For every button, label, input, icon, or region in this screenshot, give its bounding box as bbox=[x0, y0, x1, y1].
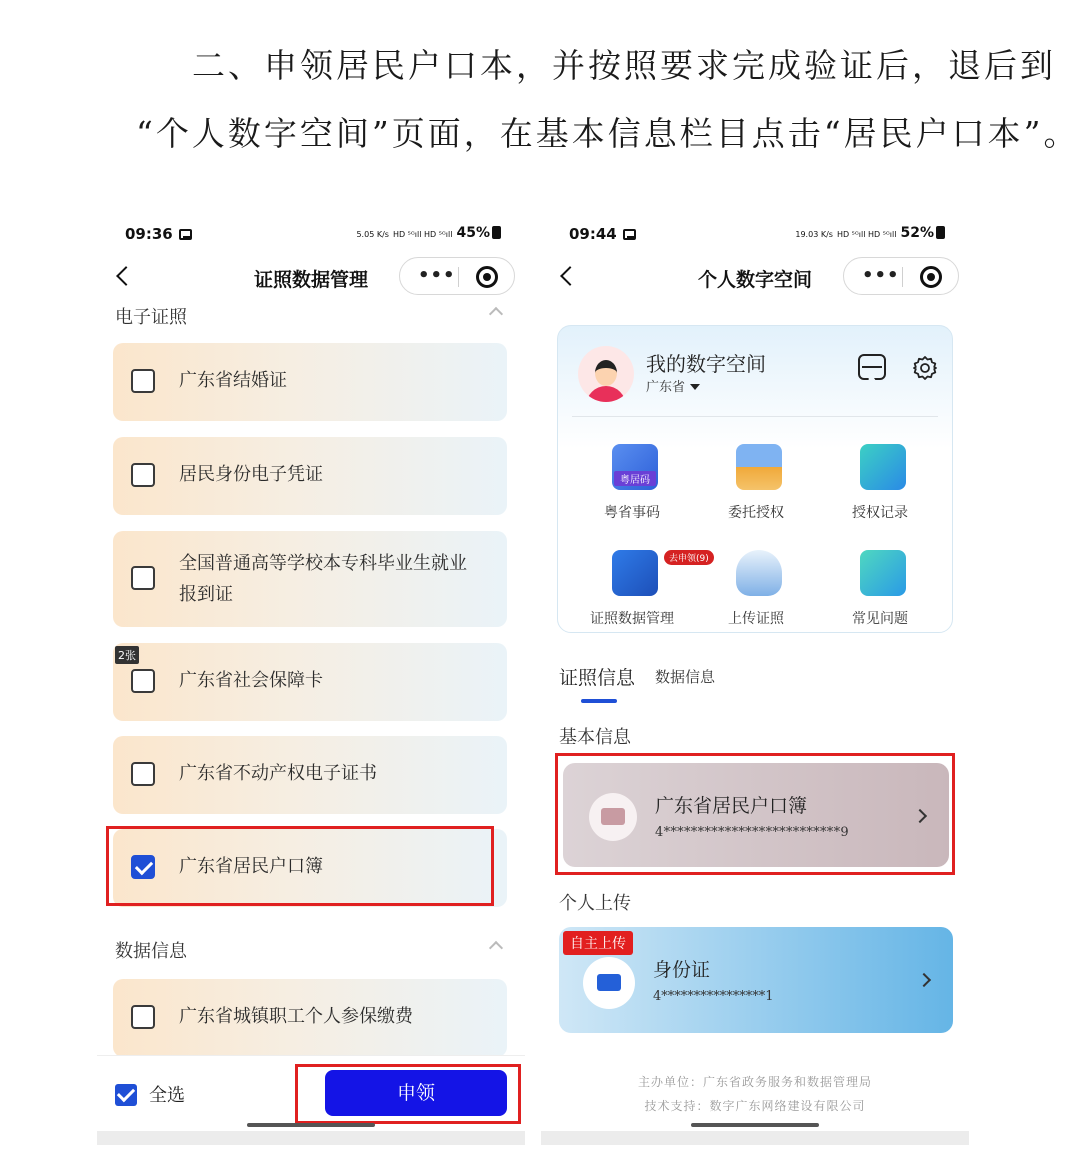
footer-support: 技术支持：数字广东网络建设有限公司 bbox=[644, 1099, 866, 1113]
checkbox[interactable] bbox=[131, 669, 155, 693]
cert-item-label: 广东省居民户口簿 bbox=[179, 856, 323, 877]
battery-level: 52% bbox=[900, 225, 934, 241]
cert-item-label: 居民身份电子凭证 bbox=[179, 464, 323, 485]
id-card-title: 身份证 bbox=[653, 959, 711, 981]
region-label: 广东省 bbox=[646, 380, 686, 395]
checkbox[interactable] bbox=[131, 463, 155, 487]
id-card-icon bbox=[583, 957, 635, 1009]
close-target-icon[interactable] bbox=[920, 266, 942, 288]
grid-item-label: 证照数据管理 bbox=[590, 611, 674, 627]
avatar-face bbox=[595, 360, 617, 386]
personal-upload-title: 个人上传 bbox=[559, 893, 631, 914]
scan-icon[interactable] bbox=[858, 354, 886, 380]
left-phone-screenshot bbox=[97, 215, 525, 1145]
bottom-action-bar bbox=[97, 1055, 525, 1145]
mini-program-capsule bbox=[843, 257, 959, 295]
home-indicator[interactable] bbox=[691, 1123, 819, 1127]
id-card-number: 4****************1 bbox=[653, 989, 774, 1004]
status-bar bbox=[125, 225, 501, 247]
self-upload-badge: 自主上传 bbox=[563, 931, 633, 955]
apply-button[interactable]: 申领 bbox=[325, 1070, 507, 1116]
region-selector[interactable] bbox=[646, 376, 700, 395]
battery-icon bbox=[936, 226, 945, 239]
bottom-strip bbox=[97, 1131, 525, 1145]
home-indicator[interactable] bbox=[247, 1123, 375, 1127]
avatar-body bbox=[586, 386, 626, 402]
chevron-up-icon[interactable] bbox=[489, 307, 503, 321]
cert-item-label: 广东省不动产权电子证书 bbox=[179, 763, 377, 784]
status-time: 09:44 bbox=[569, 225, 617, 243]
id-card-item[interactable] bbox=[559, 927, 953, 1033]
nav-bar bbox=[97, 257, 525, 297]
section-title-certs: 电子证照 bbox=[115, 307, 187, 328]
cert-item-property[interactable] bbox=[113, 736, 507, 814]
section-title-data: 数据信息 bbox=[115, 941, 187, 962]
cert-item-id-voucher[interactable] bbox=[113, 437, 507, 515]
battery-icon bbox=[492, 226, 501, 239]
cert-item-label: 全国普通高等学校本专科毕业生就业报到证 bbox=[179, 553, 467, 605]
delegate-icon bbox=[736, 444, 782, 490]
grid-item-label: 上传证照 bbox=[728, 611, 784, 627]
status-bar bbox=[569, 225, 945, 247]
tab-data-info[interactable]: 数据信息 bbox=[655, 668, 716, 686]
section-header-certs[interactable] bbox=[115, 303, 507, 329]
highlight-box-household-card bbox=[555, 753, 955, 875]
close-target-icon[interactable] bbox=[476, 266, 498, 288]
count-badge: 2张 bbox=[115, 646, 139, 664]
system-indicators bbox=[795, 225, 945, 241]
nav-bar bbox=[541, 257, 969, 297]
basic-info-title: 基本信息 bbox=[559, 727, 631, 748]
capsule-divider bbox=[902, 267, 903, 287]
page-title: 证照数据管理 bbox=[253, 269, 368, 291]
checkbox[interactable] bbox=[131, 369, 155, 393]
grid-item-label: 常见问题 bbox=[852, 611, 908, 627]
yue-code-icon-text: 粤居码 bbox=[614, 471, 656, 486]
tab-cert-info[interactable]: 证照信息 bbox=[559, 667, 636, 689]
gear-icon[interactable] bbox=[912, 355, 938, 381]
footer-sponsor: 主办单位：广东省政务服务和数据管理局 bbox=[637, 1075, 872, 1089]
battery-level: 45% bbox=[456, 225, 490, 241]
avatar[interactable] bbox=[578, 346, 634, 402]
chevron-right-icon bbox=[917, 973, 931, 987]
checkbox[interactable] bbox=[131, 762, 155, 786]
space-title: 我的数字空间 bbox=[646, 352, 766, 376]
notification-icon bbox=[179, 229, 192, 240]
digital-space-card bbox=[557, 325, 953, 633]
yue-code-icon bbox=[612, 444, 658, 490]
system-indicators bbox=[356, 225, 501, 241]
grid-item-label: 粤省事码 bbox=[604, 505, 660, 521]
capsule-divider bbox=[458, 267, 459, 287]
select-all-checkbox[interactable] bbox=[115, 1084, 137, 1106]
cert-item-label: 广东省社会保障卡 bbox=[179, 670, 323, 691]
card-divider bbox=[572, 416, 938, 417]
faq-icon bbox=[860, 550, 906, 596]
network-speed: 5.05 K/s bbox=[356, 230, 389, 239]
notification-icon bbox=[623, 229, 636, 240]
checkbox[interactable] bbox=[131, 566, 155, 590]
highlight-box-apply bbox=[295, 1064, 521, 1124]
pending-badge: 去申领(9) bbox=[664, 550, 714, 565]
cert-item-label: 广东省结婚证 bbox=[179, 370, 287, 391]
instruction-line-1: 二、申领居民户口本，并按照要求完成验证后，退后到 bbox=[192, 46, 1056, 85]
highlight-box-household bbox=[106, 826, 494, 906]
section-header-data[interactable] bbox=[115, 937, 507, 963]
signal-icons: HD ⁵ᴳıll HD ⁵ᴳıll bbox=[836, 230, 897, 239]
auth-record-icon bbox=[860, 444, 906, 490]
active-tab-indicator bbox=[581, 699, 617, 703]
right-phone-screenshot bbox=[541, 215, 969, 1145]
caret-down-icon bbox=[690, 384, 700, 390]
data-item-label: 广东省城镇职工个人参保缴费 bbox=[179, 1006, 413, 1027]
network-speed: 19.03 K/s bbox=[795, 230, 833, 239]
checkbox[interactable] bbox=[131, 1005, 155, 1029]
select-all-label[interactable]: 全选 bbox=[149, 1085, 185, 1106]
upload-cloud-icon bbox=[736, 550, 782, 596]
more-button[interactable]: ••• bbox=[862, 265, 900, 286]
signal-icons: HD ⁵ᴳıll HD ⁵ᴳıll bbox=[392, 230, 453, 239]
instruction-line-2: “个人数字空间”页面，在基本信息栏目点击“居民户口本”。 bbox=[136, 114, 1080, 153]
cert-item-graduate-report[interactable] bbox=[113, 531, 507, 627]
cert-item-social-security[interactable] bbox=[113, 643, 507, 721]
household-card-title: 广东省居民户口簿 bbox=[655, 795, 808, 817]
cert-item-marriage[interactable] bbox=[113, 343, 507, 421]
mini-program-capsule bbox=[399, 257, 515, 295]
page-title: 个人数字空间 bbox=[697, 269, 812, 291]
grid-item-label: 授权记录 bbox=[852, 505, 908, 521]
more-button[interactable]: ••• bbox=[418, 265, 456, 286]
chevron-up-icon[interactable] bbox=[489, 941, 503, 955]
status-time: 09:36 bbox=[125, 225, 173, 243]
household-card-number: 4**************************9 bbox=[655, 825, 849, 840]
grid-item-label: 委托授权 bbox=[728, 505, 784, 521]
cert-data-icon bbox=[612, 550, 658, 596]
data-item-insurance[interactable] bbox=[113, 979, 507, 1057]
bottom-strip bbox=[541, 1131, 969, 1145]
